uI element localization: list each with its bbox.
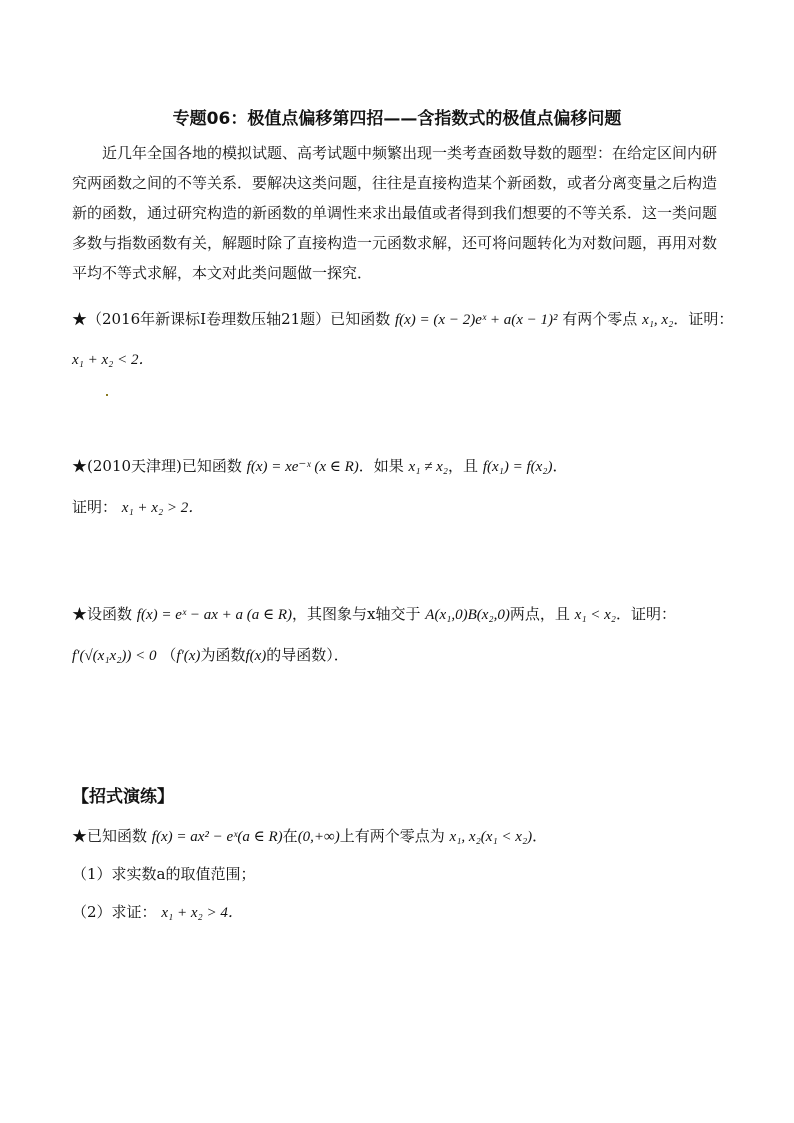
problem-3-two: 两点，且 bbox=[509, 605, 570, 623]
problem-3-note-formula: f′(x) bbox=[176, 648, 201, 664]
problem-1-middle: 有两个零点 bbox=[562, 310, 638, 328]
exercise-middle: 上有两个零点为 bbox=[339, 827, 445, 845]
problem-2-cond1: x₁ ≠ x₂ bbox=[408, 459, 449, 475]
problem-2 bbox=[72, 456, 722, 477]
problem-1-prefix: ★（2016年新课标I卷理数压轴21题）已知函数 bbox=[72, 310, 391, 328]
problem-3-cond: x₁ < x₂ bbox=[574, 607, 617, 623]
problem-3 bbox=[72, 604, 722, 625]
section-title: 【招式演练】 bbox=[72, 787, 174, 807]
exercise bbox=[72, 826, 722, 847]
stray-dot bbox=[106, 394, 108, 396]
problem-3-note-text2: 的导函数）． bbox=[266, 646, 349, 664]
exercise-q1: （1）求实数a的取值范围； bbox=[72, 865, 256, 883]
problem-2-suffix: ． bbox=[552, 457, 568, 475]
problem-2-formula: f(x) = xe⁻ˣ (x ∈ R) bbox=[246, 459, 359, 475]
page-title: 专题06：极值点偏移第四招——含指数式的极值点偏移问题 bbox=[172, 109, 622, 129]
exercise-interval: (0,+∞) bbox=[297, 829, 340, 845]
problem-3-note-fx: f(x) bbox=[245, 648, 267, 664]
problem-3-note-text1: 为函数 bbox=[200, 646, 246, 664]
problem-1-suffix: ．证明： bbox=[673, 310, 734, 328]
problem-1 bbox=[72, 309, 734, 330]
exercise-q2-claim: x₁ + x₂ > 4． bbox=[161, 905, 243, 921]
problem-2-and: ，且 bbox=[448, 457, 479, 475]
problem-1-claim: x₁ + x₂ < 2． bbox=[72, 352, 154, 368]
problem-3-claim: f′(√(x₁x₂)) < 0 bbox=[72, 648, 157, 664]
problem-3-formula: f(x) = eˣ − ax + a (a ∈ R) bbox=[136, 607, 293, 623]
problem-1-vars: x₁, x₂ bbox=[642, 312, 674, 328]
exercise-q2 bbox=[72, 902, 722, 923]
problem-3-note-open: （ bbox=[161, 646, 177, 664]
problem-3-suffix: ．证明： bbox=[616, 605, 677, 623]
exercise-suffix: ． bbox=[532, 827, 548, 845]
problem-2-claim: x₁ + x₂ > 2． bbox=[121, 500, 204, 516]
problem-3-middle: ，其图象与x轴交于 bbox=[292, 605, 421, 623]
problem-2-proof bbox=[72, 497, 722, 518]
problem-2-prove-label: 证明： bbox=[72, 498, 118, 516]
exercise-on: 在 bbox=[282, 827, 298, 845]
exercise-q2-prefix: （2）求证： bbox=[72, 903, 157, 921]
problem-3-claim-line bbox=[72, 645, 722, 666]
exercise-prefix: ★已知函数 bbox=[72, 827, 148, 845]
problem-2-prefix: ★(2010天津理)已知函数 bbox=[72, 457, 242, 475]
problem-2-middle: ．如果 bbox=[358, 457, 404, 475]
problem-2-cond2: f(x₁) = f(x₂) bbox=[482, 459, 553, 475]
problem-1-formula: f(x) = (x − 2)eˣ + a(x − 1)² bbox=[394, 312, 558, 328]
intro-paragraph: 近几年全国各地的模拟试题、高考试题中频繁出现一类考查函数导数的题型：在给定区间内研究两函数之间的不等关系．要解决这类问题，往往是直接构造某个新函数，或者分离变量之后构造新的函数，通过研究构造的新函数的单调性来求出最值或者得到我们想要的不等关系．这一类问题多数与指数函数有关，解题时除了直接构造一元函数求解，还可将问题转化为对数问题，再用对数平均不等式求解，本文对此类问题做一探究． bbox=[72, 144, 718, 282]
problem-3-prefix: ★设函数 bbox=[72, 605, 133, 623]
exercise-formula: f(x) = ax² − eˣ(a ∈ R) bbox=[151, 829, 283, 845]
problem-3-points: A(x₁,0)B(x₂,0) bbox=[425, 607, 510, 623]
exercise-vars: x₁, x₂(x₁ < x₂) bbox=[449, 829, 533, 845]
